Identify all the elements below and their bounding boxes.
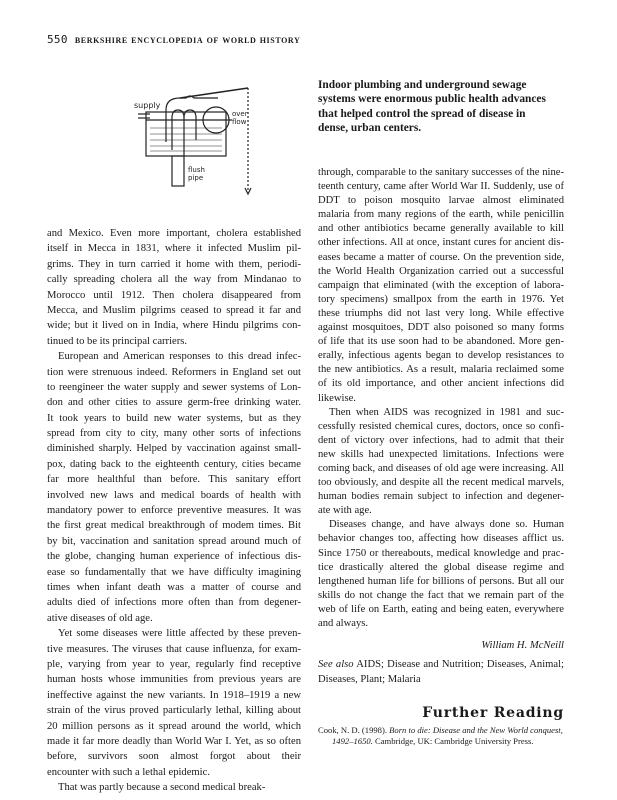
text-line: wide; but it lived on in India, where Hindu pilgrims con- xyxy=(47,320,301,332)
paragraph xyxy=(47,349,301,626)
text-line: through, comparable to the sanitary successes of the nine- xyxy=(318,167,564,178)
text-line: itself in Mecca in 1831, where it infected Muslim pil- xyxy=(47,243,301,255)
text-line: don and other cities to assure germ-free drinking water. xyxy=(47,397,301,409)
paragraph xyxy=(318,518,564,631)
text-line: against mosquitoes, DDT also poisoned so many forms xyxy=(318,322,564,334)
text-line: these triumphs did not last very long. While effective xyxy=(318,307,564,319)
left-column xyxy=(47,226,301,795)
text-line: and always. xyxy=(318,618,369,629)
figure-caption: Indoor plumbing and underground sewage systems were enormous public health advances that helped control the spread of disease in dense, urban centers. xyxy=(318,79,546,134)
text-line: behavior changes too, affecting how diseases afflict us. xyxy=(318,533,564,545)
paragraph xyxy=(47,626,301,780)
paragraph xyxy=(47,226,301,349)
see-also-line xyxy=(318,658,564,672)
text-line: mandatory power to enforce preventive measures. It was xyxy=(47,505,301,517)
text-line: spread from city to city, many other sorts of infections xyxy=(47,428,301,440)
label-supply: supply xyxy=(134,101,161,110)
toilet-tank-illustration xyxy=(128,80,258,198)
label-overflow-2: flow xyxy=(232,118,247,126)
citation-title: Born to die: Disease and the New World conquest, xyxy=(389,724,563,735)
paragraph xyxy=(47,780,301,795)
citation-author: Cook, N. D. (1998). xyxy=(318,724,387,735)
text-line: the World Health Organization carried out a successful xyxy=(318,265,564,277)
see-also xyxy=(318,658,564,686)
text-line: coming back, and diseases of old age were increasing. All xyxy=(318,462,564,474)
further-reading-heading: Further Reading xyxy=(422,704,564,721)
text-line: ineffective against the new variants. In 1918–1919 a new xyxy=(47,689,301,701)
text-line: DDT to poison mosquito larvae almost eliminated xyxy=(318,195,564,207)
text-line: ative diseases of old age. xyxy=(47,612,153,624)
see-also-links[interactable]: AIDS; Disease and Nutrition; Diseases, Animal; xyxy=(356,659,564,671)
text-line: other infections. All at once, instant cures for ancient dis- xyxy=(318,237,564,249)
citation-title-cont: 1492–1650. xyxy=(332,736,373,747)
text-line: Mecca, and Muslim pilgrims ceased to spread it far and xyxy=(47,304,301,316)
text-line: ease so fundamentally that we have difficulty imagining xyxy=(47,566,301,578)
text-line: human bodies remain subject to infection and degener- xyxy=(318,491,564,503)
text-line: tory specimens) smallpox from the earth in 1976. Yet xyxy=(318,293,564,305)
text-line: tion were strenuous indeed. Reformers in England set out xyxy=(47,366,301,378)
text-line: the first great medical breakthrough of modem times. Bit xyxy=(47,520,301,532)
text-line: malaria from many regions of the earth, while penicillin xyxy=(318,209,564,221)
text-line: by bit, vaccination and sanitation spread around much of xyxy=(47,535,301,547)
text-line: made it far more deadly than World War I. Yet, as so often xyxy=(47,735,301,747)
see-also-links[interactable]: Diseases, Plant; Malaria xyxy=(318,673,421,685)
text-line: tive measures. The viruses that cause influenza, for exam- xyxy=(47,643,301,655)
text-line: dent of victory over infections, had to admit that their xyxy=(318,434,564,446)
text-line: campaign that eliminated (with the exception of labora- xyxy=(318,279,564,291)
text-line: erally, infectious agents began to develop resistances to xyxy=(318,350,564,362)
text-line: the globe, changing human experience of infectious dis- xyxy=(47,551,301,563)
label-overflow-1: over xyxy=(232,110,248,118)
right-column-body xyxy=(318,166,564,631)
text-line: Morocco until 1912. Then cholera disappeared from xyxy=(47,289,301,301)
text-line: strain of the virus proved particularly lethal, killing about xyxy=(47,705,301,717)
text-line: involved new laws and medical boards of health with xyxy=(47,489,301,501)
text-line: tinued to be its principal carriers. xyxy=(47,335,188,347)
text-line: Yet some diseases were little affected by these preven- xyxy=(58,628,301,640)
paragraph xyxy=(318,166,564,406)
text-line: ple, varying from year to year, regularly find receptive xyxy=(47,658,301,670)
running-header xyxy=(47,33,300,46)
text-line: adults died of infections more often than from degener- xyxy=(47,597,301,609)
text-line: skills do not change the fact that we remain part of the xyxy=(318,589,564,601)
text-line: Then when AIDS was recognized in 1981 and suc- xyxy=(329,406,564,418)
running-title: berkshire encyclopedia of world history xyxy=(74,34,301,46)
text-line: Diseases change, and have always done so. Human xyxy=(329,519,564,531)
citation xyxy=(318,725,564,748)
label-flush-2: pipe xyxy=(188,174,204,182)
text-line: encounter with such a lethal epidemic. xyxy=(47,766,210,778)
text-line: cessfully resisted chemical cures, doctors, once so confi- xyxy=(318,420,564,432)
see-also-label: See also xyxy=(318,659,354,671)
citation-publisher: Cambridge, UK: Cambridge University Press. xyxy=(374,736,534,747)
text-line: pox, dating back to the eighteenth century, cities became xyxy=(47,458,301,470)
text-line: to reengineer the water supply and sewer systems of Lon- xyxy=(47,381,301,393)
text-line: of life that its use soon had to be abandoned. More gen- xyxy=(318,336,564,348)
text-line: times when infant death was a matter of course and xyxy=(47,581,301,593)
text-line: Since 1750 or thereabouts, medical knowledge and prac- xyxy=(318,547,564,559)
paragraph xyxy=(318,406,564,519)
text-line: grims. They in turn carried it home with them, periodi- xyxy=(47,258,301,270)
text-line: web of life on Earth, eating and being eaten, everywhere xyxy=(318,603,564,615)
text-line: eases became a matter of course. On the prevention side, xyxy=(318,251,564,263)
text-line: and Mexico. Even more important, cholera established xyxy=(47,228,301,239)
text-line: cally spreading cholera all the way from Mindanao to xyxy=(47,274,301,286)
text-line: European and American responses to this dread infec- xyxy=(58,351,301,363)
text-line: diminished sharply. Helped by vaccination against small- xyxy=(47,443,301,455)
text-line: new skills had unexpected limitations. Infections were xyxy=(318,448,564,460)
text-line: ate with age. xyxy=(318,505,372,517)
text-line: tice drastically altered the global disease regime and xyxy=(318,561,564,573)
page-number: 550 xyxy=(47,33,68,46)
text-line: human hosts whose immunities from previous years are xyxy=(47,674,301,686)
text-line: likewise. xyxy=(318,392,356,404)
label-flush-1: flush xyxy=(188,166,205,174)
text-line: 20 million persons as it spread around the world, which xyxy=(47,720,301,732)
text-line: and other antibiotics became generally available to kill xyxy=(318,223,564,235)
text-line: the new antibiotics. As a result, malaria reclaimed some xyxy=(318,364,564,376)
author-signature: William H. McNeill xyxy=(481,640,564,652)
text-line: teenth century, came after World War II. Suddenly, use of xyxy=(318,181,564,193)
text-line: far more healthful than before. This sanitary effort xyxy=(47,474,301,486)
text-line: of its old importance, and other ancient infections did xyxy=(318,378,564,390)
right-column xyxy=(318,166,564,748)
text-line: That was partly because a second medical break- xyxy=(58,782,266,794)
text-line: lengthened human life for billions of persons. But all our xyxy=(318,575,564,587)
text-line: before, survivors soon almost forgot about their xyxy=(47,751,301,763)
text-line: It took years to build new water systems, but as they xyxy=(47,412,301,424)
text-line: too obviously, and despite all the recent medical marvels, xyxy=(318,477,564,489)
